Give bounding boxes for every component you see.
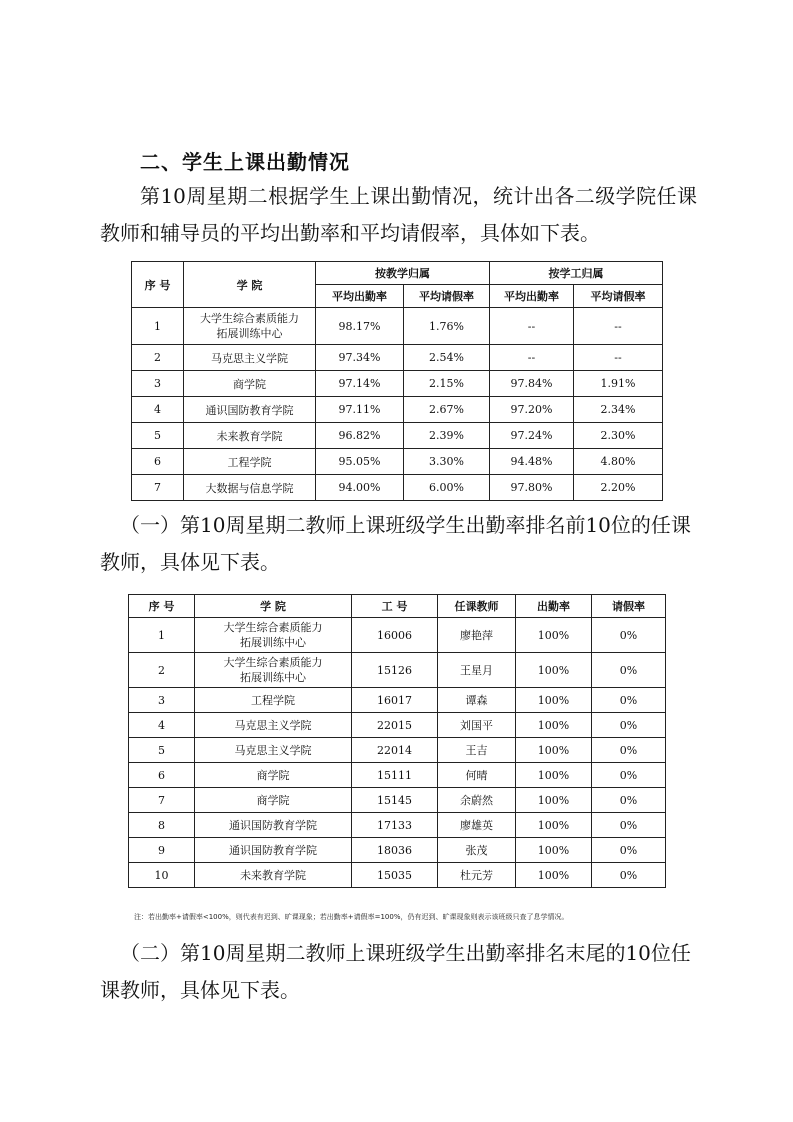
- header-group-student: 按学工归属: [490, 262, 663, 285]
- cell-staff-id: 15111: [352, 763, 438, 788]
- cell-teaching-attendance: 97.34%: [316, 345, 404, 371]
- cell-attendance: 100%: [516, 738, 592, 763]
- cell-attendance: 100%: [516, 863, 592, 888]
- cell-leave: 0%: [592, 618, 666, 653]
- college-line: 大学生综合素质能力: [223, 656, 323, 669]
- cell-teaching-attendance: 98.17%: [316, 308, 404, 345]
- cell-seq: 4: [129, 713, 195, 738]
- table-row: [132, 475, 663, 501]
- cell-staff-id: 15035: [352, 863, 438, 888]
- cell-staff-id: 16017: [352, 688, 438, 713]
- cell-teaching-leave: 2.15%: [404, 371, 490, 397]
- table-row: [132, 308, 663, 345]
- table-row: [129, 713, 666, 738]
- header-seq: 序 号: [132, 262, 184, 308]
- cell-staff-id: 22014: [352, 738, 438, 763]
- header-student-leave: 平均请假率: [574, 285, 663, 308]
- cell-college: 通识国防教育学院: [195, 813, 352, 838]
- cell-seq: 10: [129, 863, 195, 888]
- table-row: [129, 618, 666, 653]
- table-row: [132, 423, 663, 449]
- college-line: 大学生综合素质能力: [200, 312, 299, 325]
- cell-seq: 1: [132, 308, 184, 345]
- cell-seq: 1: [129, 618, 195, 653]
- header-college: 学 院: [195, 595, 352, 618]
- subsection1-paragraph: （一）第10周星期二教师上课班级学生出勤率排名前10位的任课教师，具体见下表。: [100, 513, 691, 574]
- cell-college: 通识国防教育学院: [195, 838, 352, 863]
- cell-seq: 5: [129, 738, 195, 763]
- header-college: 学 院: [184, 262, 316, 308]
- table-row: [129, 863, 666, 888]
- cell-teaching-leave: 2.39%: [404, 423, 490, 449]
- cell-seq: 8: [129, 813, 195, 838]
- cell-leave: 0%: [592, 713, 666, 738]
- header-leave: 请假率: [592, 595, 666, 618]
- cell-attendance: 100%: [516, 653, 592, 688]
- table-row: [129, 838, 666, 863]
- cell-teacher: 张茂: [438, 838, 516, 863]
- cell-seq: 7: [129, 788, 195, 813]
- table-footnote: 注：若出勤率+请假率<100%，则代表有迟到、旷课现象；若出勤率+请假率=100%，仍有迟到、旷课现象则表示该班级只查了息学情况。: [134, 913, 569, 921]
- college-line: 拓展训练中心: [240, 671, 306, 684]
- cell-teaching-attendance: 94.00%: [316, 475, 404, 501]
- cell-teacher: 廖艳萍: [438, 618, 516, 653]
- cell-teaching-leave: 2.67%: [404, 397, 490, 423]
- cell-leave: 0%: [592, 813, 666, 838]
- cell-teacher: 王吉: [438, 738, 516, 763]
- cell-student-leave: --: [574, 308, 663, 345]
- cell-leave: 0%: [592, 863, 666, 888]
- cell-student-attendance: 97.80%: [490, 475, 574, 501]
- cell-student-attendance: --: [490, 308, 574, 345]
- cell-college: 马克思主义学院: [195, 713, 352, 738]
- cell-seq: 9: [129, 838, 195, 863]
- cell-student-leave: 2.30%: [574, 423, 663, 449]
- cell-seq: 2: [132, 345, 184, 371]
- table-row: [132, 449, 663, 475]
- college-line: 拓展训练中心: [216, 327, 283, 340]
- cell-student-attendance: 97.84%: [490, 371, 574, 397]
- cell-attendance: 100%: [516, 763, 592, 788]
- header-teacher: 任课教师: [438, 595, 516, 618]
- cell-college: 未来教育学院: [195, 863, 352, 888]
- cell-college: 商学院: [195, 788, 352, 813]
- cell-college: 未来教育学院: [184, 423, 316, 449]
- cell-college: 通识国防教育学院: [184, 397, 316, 423]
- cell-attendance: 100%: [516, 688, 592, 713]
- header-group-teaching: 按教学归属: [316, 262, 490, 285]
- cell-college: 工程学院: [184, 449, 316, 475]
- cell-staff-id: 16006: [352, 618, 438, 653]
- cell-teaching-leave: 1.76%: [404, 308, 490, 345]
- cell-student-attendance: 97.20%: [490, 397, 574, 423]
- table-row: [129, 738, 666, 763]
- cell-seq: 6: [129, 763, 195, 788]
- cell-staff-id: 18036: [352, 838, 438, 863]
- table-row: [129, 813, 666, 838]
- cell-student-leave: 4.80%: [574, 449, 663, 475]
- cell-leave: 0%: [592, 738, 666, 763]
- cell-staff-id: 22015: [352, 713, 438, 738]
- cell-college: 大数据与信息学院: [184, 475, 316, 501]
- header-teaching-attendance: 平均出勤率: [316, 285, 404, 308]
- header-attendance: 出勤率: [516, 595, 592, 618]
- cell-attendance: 100%: [516, 788, 592, 813]
- cell-teacher: 何晴: [438, 763, 516, 788]
- cell-seq: 7: [132, 475, 184, 501]
- cell-attendance: 100%: [516, 618, 592, 653]
- cell-teaching-leave: 6.00%: [404, 475, 490, 501]
- table-row: [129, 763, 666, 788]
- cell-seq: 6: [132, 449, 184, 475]
- cell-staff-id: 15126: [352, 653, 438, 688]
- cell-teaching-attendance: 96.82%: [316, 423, 404, 449]
- cell-attendance: 100%: [516, 713, 592, 738]
- cell-leave: 0%: [592, 653, 666, 688]
- college-attendance-table: [131, 261, 663, 501]
- college-line: 大学生综合素质能力: [223, 621, 323, 634]
- table-row: [129, 788, 666, 813]
- table-row: [132, 397, 663, 423]
- cell-student-leave: 2.34%: [574, 397, 663, 423]
- cell-college: [195, 653, 352, 688]
- cell-teaching-attendance: 97.14%: [316, 371, 404, 397]
- section-heading: 二、学生上课出勤情况: [140, 150, 350, 174]
- cell-college: 商学院: [184, 371, 316, 397]
- cell-teacher: 廖雄英: [438, 813, 516, 838]
- cell-attendance: 100%: [516, 813, 592, 838]
- cell-leave: 0%: [592, 788, 666, 813]
- header-seq: 序 号: [129, 595, 195, 618]
- cell-leave: 0%: [592, 838, 666, 863]
- cell-teacher: 谭森: [438, 688, 516, 713]
- cell-college: 工程学院: [195, 688, 352, 713]
- cell-attendance: 100%: [516, 838, 592, 863]
- cell-leave: 0%: [592, 688, 666, 713]
- cell-teacher: 刘国平: [438, 713, 516, 738]
- table-row: [129, 653, 666, 688]
- intro-paragraph: 第10周星期二根据学生上课出勤情况，统计出各二级学院任课教师和辅导员的平均出勤率和平均请假率，具体如下表。: [100, 184, 697, 245]
- header-teaching-leave: 平均请假率: [404, 285, 490, 308]
- cell-seq: 4: [132, 397, 184, 423]
- cell-college: 马克思主义学院: [195, 738, 352, 763]
- table-row: [129, 688, 666, 713]
- cell-student-attendance: 97.24%: [490, 423, 574, 449]
- table-row: [132, 345, 663, 371]
- cell-student-attendance: 94.48%: [490, 449, 574, 475]
- cell-college: [195, 618, 352, 653]
- cell-seq: 2: [129, 653, 195, 688]
- header-staff-id: 工 号: [352, 595, 438, 618]
- cell-staff-id: 15145: [352, 788, 438, 813]
- subsection2-paragraph: （二）第10周星期二教师上课班级学生出勤率排名末尾的10位任课教师，具体见下表。: [100, 941, 691, 1002]
- cell-teaching-attendance: 95.05%: [316, 449, 404, 475]
- cell-student-leave: --: [574, 345, 663, 371]
- cell-teaching-leave: 3.30%: [404, 449, 490, 475]
- cell-teacher: 余蔚然: [438, 788, 516, 813]
- cell-leave: 0%: [592, 763, 666, 788]
- cell-teacher: 王星月: [438, 653, 516, 688]
- cell-student-leave: 2.20%: [574, 475, 663, 501]
- cell-student-attendance: --: [490, 345, 574, 371]
- cell-college: [184, 308, 316, 345]
- table-row: [132, 371, 663, 397]
- cell-student-leave: 1.91%: [574, 371, 663, 397]
- cell-seq: 3: [132, 371, 184, 397]
- cell-teacher: 杜元芳: [438, 863, 516, 888]
- cell-seq: 3: [129, 688, 195, 713]
- cell-teaching-leave: 2.54%: [404, 345, 490, 371]
- top-teachers-table: [128, 594, 666, 888]
- cell-staff-id: 17133: [352, 813, 438, 838]
- college-line: 拓展训练中心: [240, 636, 306, 649]
- cell-teaching-attendance: 97.11%: [316, 397, 404, 423]
- cell-seq: 5: [132, 423, 184, 449]
- header-student-attendance: 平均出勤率: [490, 285, 574, 308]
- cell-college: 马克思主义学院: [184, 345, 316, 371]
- cell-college: 商学院: [195, 763, 352, 788]
